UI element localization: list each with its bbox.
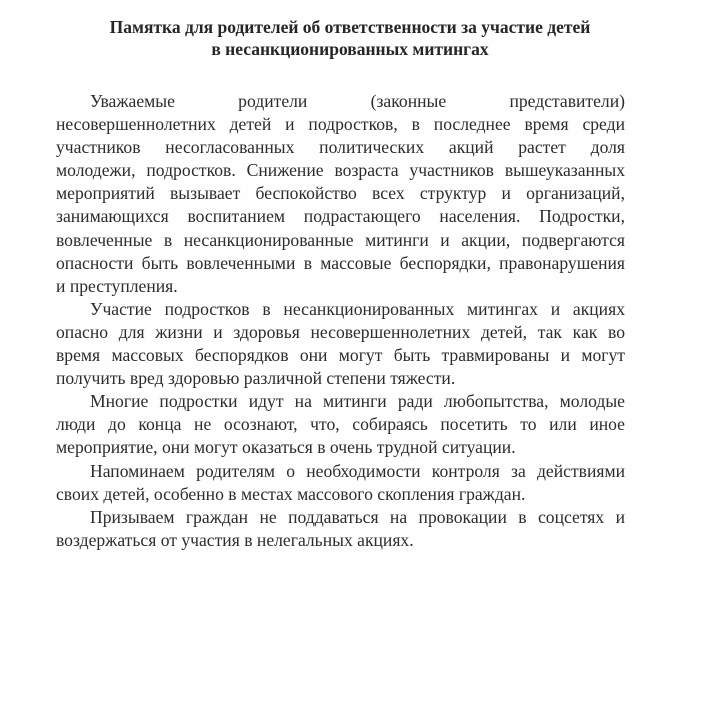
document-title [60,16,640,60]
text-line: люди до конца не осознают, что, собираясь посетить то или иное [56,414,625,435]
text-line: опасности быть вовлеченными в массовые беспорядки, правонарушения [56,252,625,273]
text-line: мероприятий вызывает беспокойство всех структур и организаций, [56,183,625,204]
paragraph-appeal [56,90,625,298]
text-line: вовлеченные в несанкционированные митинги и акции, подвергаются [56,229,625,250]
paragraph-curiosity [56,390,625,459]
text-line: своих детей, особенно в местах массового скопления граждан. [56,483,526,504]
title-line: Памятка для родителей об ответственности за участие детей [109,17,591,37]
text-line: участников несогласованных политических акций растет доля [56,137,625,158]
text-line: занимающихся воспитанием подрастающего населения. Подростки, [56,206,625,227]
text-line: мероприятие, они могут оказаться в очень трудной ситуации. [56,437,516,458]
paragraph-reminder [56,460,625,506]
text-line: молодежи, подростков. Снижение возраста участников вышеуказанных [56,160,625,181]
document-body [56,90,625,552]
text-line: и преступления. [56,275,178,296]
text-line: опасно для жизни и здоровья несовершеннолетних детей, так как во [56,321,625,342]
text-line: Призываем граждан не поддаваться на провокации в соцсетях и [90,506,625,527]
text-line: время массовых беспорядков они могут быть травмированы и могут [56,345,625,366]
text-line: Участие подростков в несанкционированных митингах и акциях [90,298,625,319]
text-line: воздержаться от участия в нелегальных акциях. [56,529,414,550]
paragraph-appeal-citizens [56,506,625,552]
text-line: Уважаемые родители (законные представители) [90,91,625,111]
title-line: в несанкционированных митингах [211,39,489,59]
text-line: Многие подростки идут на митинги ради любопытства, молодые [90,391,625,412]
paragraph-danger [56,298,625,390]
text-line: Напоминаем родителям о необходимости контроля за действиями [90,460,625,481]
text-line: несовершеннолетних детей и подростков, в последнее время среди [56,114,625,135]
text-line: получить вред здоровью различной степени тяжести. [56,368,456,389]
